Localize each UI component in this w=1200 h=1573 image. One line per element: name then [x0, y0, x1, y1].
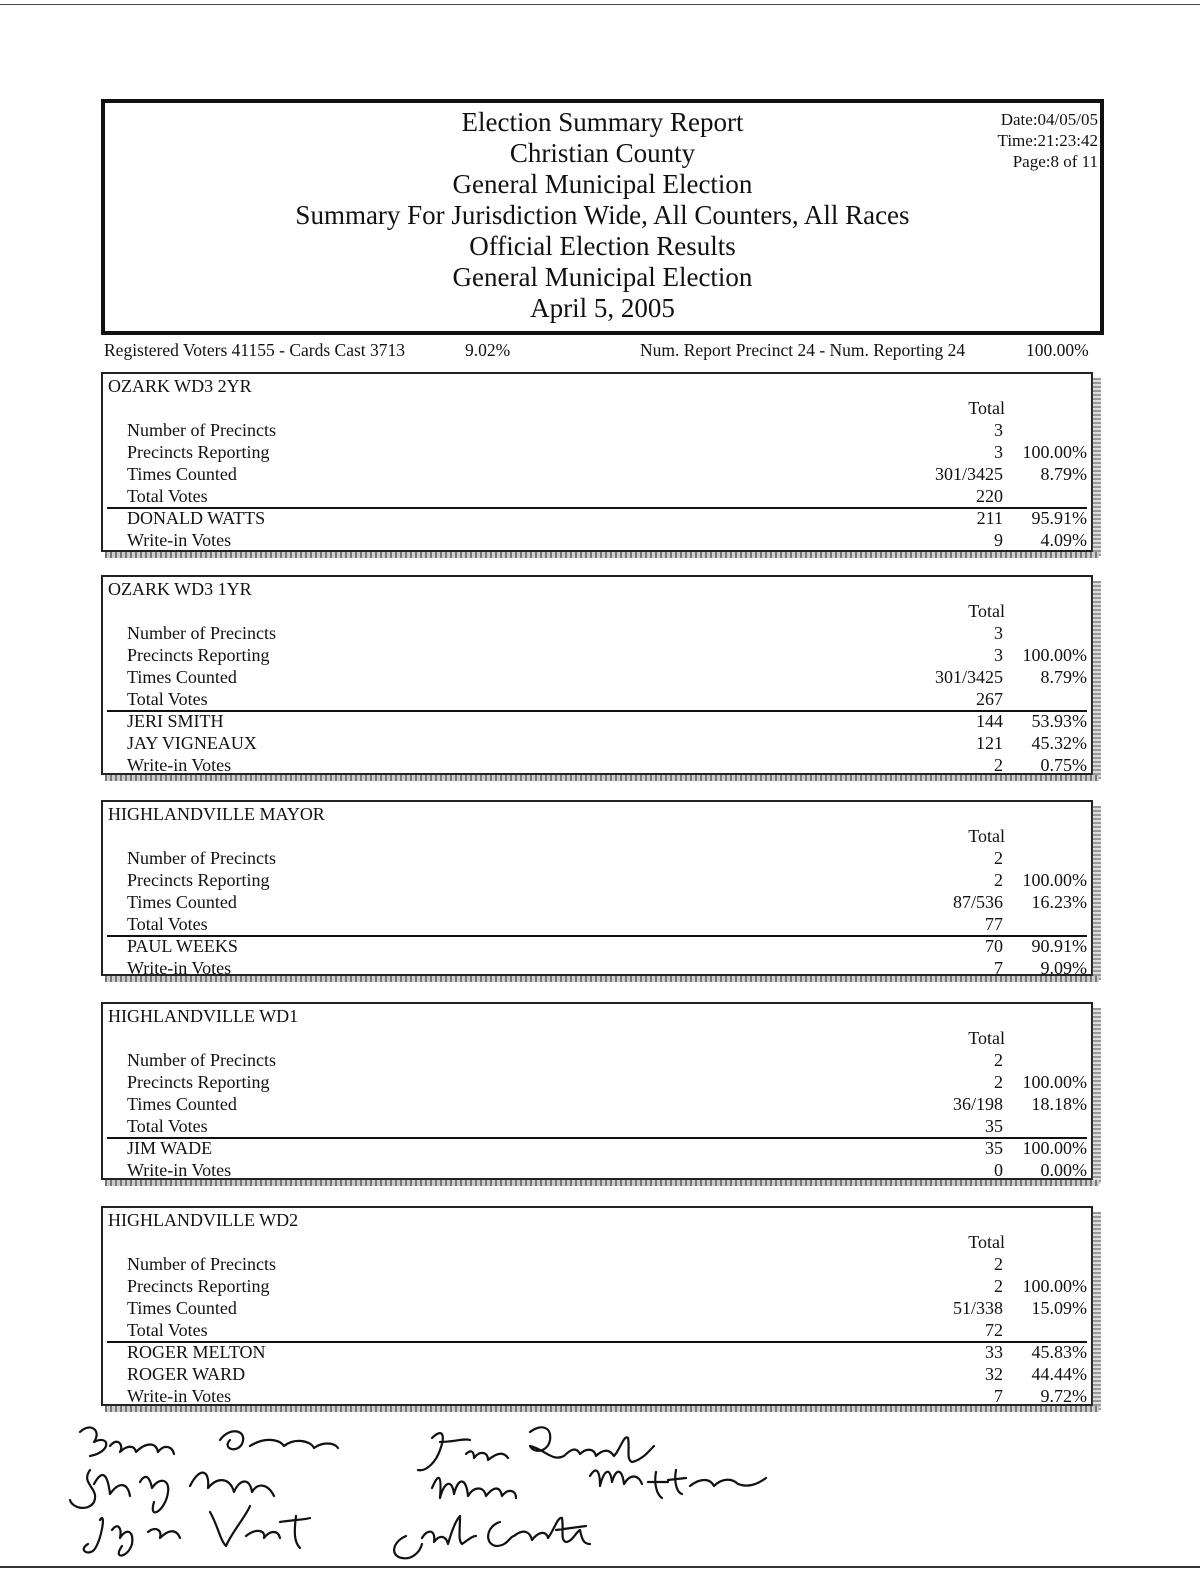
precincts-reporting-summary: Num. Report Precinct 24 - Num. Reporting 24 — [640, 340, 966, 360]
row-label: Number of Precincts — [127, 1254, 276, 1274]
row-percent: 18.18% — [1031, 1094, 1087, 1114]
stat-row — [127, 485, 1087, 507]
row-percent: 53.93% — [1031, 711, 1087, 731]
candidate-row — [127, 529, 1087, 551]
header-titles — [105, 107, 1100, 324]
row-value: 7 — [994, 1386, 1003, 1406]
candidate-row — [127, 1159, 1087, 1181]
row-percent: 8.79% — [1040, 667, 1087, 687]
race-title: OZARK WD3 1YR — [108, 579, 252, 599]
candidate-row — [127, 507, 1087, 529]
row-value: 121 — [976, 733, 1003, 753]
candidate-row — [127, 1341, 1087, 1363]
row-percent: 44.44% — [1031, 1364, 1087, 1384]
row-value: 144 — [976, 711, 1003, 731]
row-label: Times Counted — [127, 1298, 237, 1318]
row-percent: 90.91% — [1031, 936, 1087, 956]
report-time: Time:21:23:42 — [997, 131, 1098, 150]
total-column-header: Total — [968, 398, 1005, 418]
stat-row — [127, 847, 1087, 869]
row-percent: 9.09% — [1040, 958, 1087, 978]
row-label: Number of Precincts — [127, 1050, 276, 1070]
row-label: Total Votes — [127, 689, 208, 709]
row-label: Write-in Votes — [127, 1386, 232, 1406]
row-value: 3 — [994, 420, 1003, 440]
stat-row — [127, 869, 1087, 891]
box-shadow-edge — [1092, 1008, 1101, 1184]
row-value: 3 — [994, 645, 1003, 665]
row-label: ROGER WARD — [127, 1364, 246, 1384]
stat-row — [127, 666, 1087, 688]
row-value: 72 — [985, 1320, 1003, 1340]
candidate-row — [127, 935, 1087, 957]
row-percent: 4.09% — [1040, 530, 1087, 550]
total-column-header: Total — [968, 1232, 1005, 1252]
box-shadow-edge — [105, 552, 1099, 558]
race-box — [101, 800, 1093, 976]
row-label: PAUL WEEKS — [127, 936, 238, 956]
row-label: JIM WADE — [127, 1138, 213, 1158]
official-signatures — [60, 1412, 780, 1562]
row-label: ROGER MELTON — [127, 1342, 266, 1362]
row-value: 9 — [994, 530, 1003, 550]
race-title: HIGHLANDVILLE WD1 — [108, 1006, 299, 1026]
box-shadow-edge — [1092, 1212, 1101, 1410]
stat-row — [127, 441, 1087, 463]
scan-top-line — [0, 4, 1200, 5]
report-title: Election Summary Report — [461, 107, 744, 137]
row-label: JAY VIGNEAUX — [127, 733, 257, 753]
candidate-row — [127, 754, 1087, 776]
race-box — [101, 1002, 1093, 1180]
row-value: 35 — [985, 1138, 1003, 1158]
results-status: Official Election Results — [469, 231, 736, 261]
row-percent: 9.72% — [1040, 1386, 1087, 1406]
row-value: 3 — [994, 623, 1003, 643]
stat-row — [127, 891, 1087, 913]
row-value: 301/3425 — [934, 667, 1003, 687]
row-label: Number of Precincts — [127, 420, 276, 440]
row-label: Total Votes — [127, 1116, 208, 1136]
row-label: JERI SMITH — [127, 711, 224, 731]
row-value: 211 — [976, 508, 1003, 528]
row-value: 36/198 — [952, 1094, 1003, 1114]
stat-row — [127, 1275, 1087, 1297]
race-title: HIGHLANDVILLE MAYOR — [108, 804, 325, 824]
row-value: 2 — [994, 1050, 1003, 1070]
candidate-row — [127, 732, 1087, 754]
row-value: 2 — [994, 1072, 1003, 1092]
row-percent: 100.00% — [1022, 442, 1087, 462]
header-meta — [998, 109, 1098, 172]
registered-voters: Registered Voters 41155 - Cards Cast 3713 — [104, 340, 406, 360]
report-date: Date:04/05/05 — [1000, 110, 1098, 129]
scan-bottom-line — [0, 1566, 1200, 1568]
row-value: 2 — [994, 848, 1003, 868]
election-date: April 5, 2005 — [530, 293, 675, 323]
row-label: Write-in Votes — [127, 1160, 232, 1180]
row-label: Write-in Votes — [127, 755, 232, 775]
row-label: Number of Precincts — [127, 848, 276, 868]
total-column-header: Total — [968, 601, 1005, 621]
row-percent: 100.00% — [1022, 1276, 1087, 1296]
row-label: Total Votes — [127, 914, 208, 934]
candidate-row — [127, 1137, 1087, 1159]
reporting-percent: 100.00% — [1026, 340, 1089, 360]
stat-row — [127, 1297, 1087, 1319]
stat-row — [127, 913, 1087, 935]
row-percent: 45.32% — [1031, 733, 1087, 753]
stat-row — [127, 1115, 1087, 1137]
row-label: Precincts Reporting — [127, 645, 270, 665]
turnout-percent: 9.02% — [465, 340, 511, 360]
row-label: Write-in Votes — [127, 530, 232, 550]
row-value: 87/536 — [952, 892, 1003, 912]
row-percent: 0.75% — [1040, 755, 1087, 775]
stat-row — [127, 688, 1087, 710]
report-header — [101, 99, 1104, 335]
stat-row — [127, 419, 1087, 441]
row-percent: 95.91% — [1031, 508, 1087, 528]
row-value: 51/338 — [952, 1298, 1003, 1318]
row-value: 2 — [994, 1254, 1003, 1274]
candidate-row — [127, 957, 1087, 979]
page-number: Page:8 of 11 — [1012, 152, 1098, 171]
row-label: DONALD WATTS — [127, 508, 266, 528]
row-label: Times Counted — [127, 1094, 237, 1114]
race-title: OZARK WD3 2YR — [108, 376, 252, 396]
row-label: Times Counted — [127, 667, 237, 687]
row-value: 3 — [994, 442, 1003, 462]
total-column-header: Total — [968, 826, 1005, 846]
row-percent: 100.00% — [1022, 1072, 1087, 1092]
row-percent: 45.83% — [1031, 1342, 1087, 1362]
stat-row — [127, 644, 1087, 666]
row-label: Precincts Reporting — [127, 870, 270, 890]
candidate-row — [127, 1385, 1087, 1407]
row-value: 77 — [985, 914, 1003, 934]
row-value: 0 — [994, 1160, 1003, 1180]
row-label: Precincts Reporting — [127, 442, 270, 462]
election-name: General Municipal Election — [452, 169, 753, 199]
row-percent: 0.00% — [1040, 1160, 1087, 1180]
row-label: Precincts Reporting — [127, 1276, 270, 1296]
row-value: 7 — [994, 958, 1003, 978]
race-title: HIGHLANDVILLE WD2 — [108, 1210, 299, 1230]
row-value: 267 — [976, 689, 1003, 709]
row-value: 301/3425 — [934, 464, 1003, 484]
row-value: 32 — [985, 1364, 1003, 1384]
row-percent: 15.09% — [1031, 1298, 1087, 1318]
row-label: Number of Precincts — [127, 623, 276, 643]
row-value: 2 — [994, 870, 1003, 890]
row-percent: 100.00% — [1022, 645, 1087, 665]
row-label: Write-in Votes — [127, 958, 232, 978]
election-name-repeat: General Municipal Election — [452, 262, 753, 292]
box-shadow-edge — [1092, 378, 1101, 556]
box-shadow-edge — [1092, 581, 1101, 779]
row-value: 35 — [985, 1116, 1003, 1136]
stat-row — [127, 1049, 1087, 1071]
row-value: 70 — [985, 936, 1003, 956]
summary-scope: Summary For Jurisdiction Wide, All Counters, All Races — [295, 200, 910, 230]
row-value: 33 — [985, 1342, 1003, 1362]
row-value: 220 — [976, 486, 1003, 506]
stat-row — [127, 1319, 1087, 1341]
box-shadow-edge — [1092, 806, 1101, 980]
row-label: Precincts Reporting — [127, 1072, 270, 1092]
row-value: 2 — [994, 1276, 1003, 1296]
row-percent: 8.79% — [1040, 464, 1087, 484]
stat-row — [127, 622, 1087, 644]
race-box — [101, 1206, 1093, 1406]
candidate-row — [127, 1363, 1087, 1385]
row-value: 2 — [994, 755, 1003, 775]
row-percent: 100.00% — [1022, 870, 1087, 890]
row-percent: 16.23% — [1031, 892, 1087, 912]
race-box — [101, 575, 1093, 775]
total-column-header: Total — [968, 1028, 1005, 1048]
stat-row — [127, 463, 1087, 485]
stat-row — [127, 1071, 1087, 1093]
county-name: Christian County — [509, 138, 696, 168]
race-box — [101, 372, 1093, 552]
row-percent: 100.00% — [1022, 1138, 1087, 1158]
candidate-row — [127, 710, 1087, 732]
stat-row — [127, 1253, 1087, 1275]
row-label: Total Votes — [127, 1320, 208, 1340]
row-label: Total Votes — [127, 486, 208, 506]
stat-row — [127, 1093, 1087, 1115]
row-label: Times Counted — [127, 892, 237, 912]
row-label: Times Counted — [127, 464, 237, 484]
